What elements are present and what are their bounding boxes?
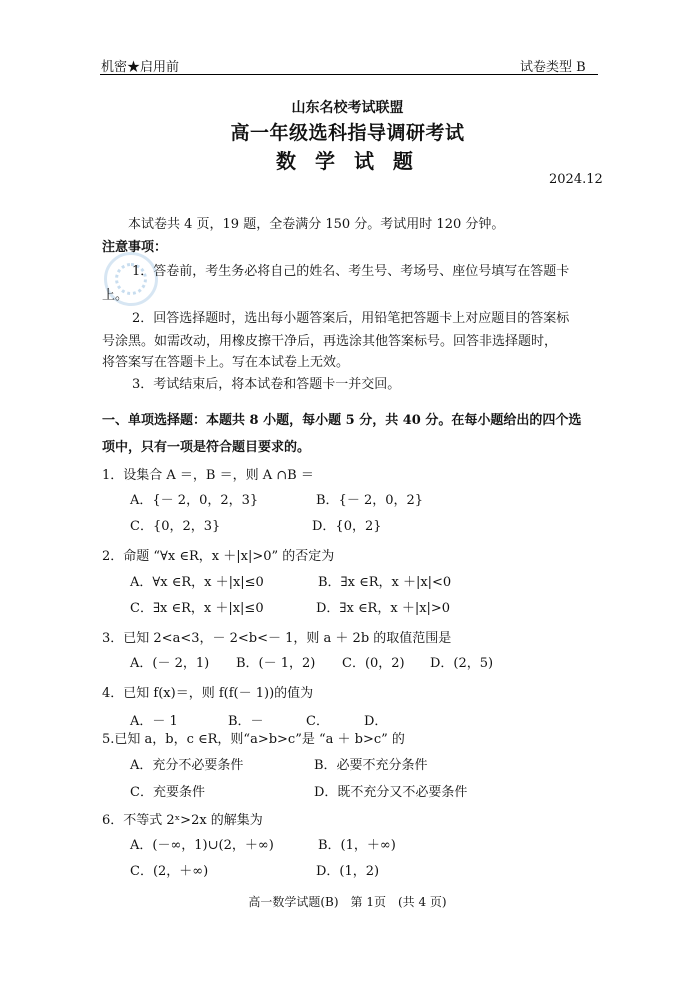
notice-item-1: 1．答卷前，考生务必将自己的姓名、考生号、考场号、座位号填写在答题卡: [132, 264, 570, 279]
question-5-option-b: B．必要不充分条件: [314, 758, 428, 773]
question-2-option-d: D．∃x ∈R，x ＋|x|>0: [316, 601, 451, 616]
question-6-option-d: D．(1，2): [316, 864, 380, 879]
question-1-option-d: D．{0，2}: [312, 519, 382, 534]
page-footer: 高一数学试题(B) 第 1页 (共 4 页): [248, 895, 447, 909]
question-5-option-a: A．充分不必要条件: [130, 758, 244, 773]
notice-item-3: 3．考试结束后，将本试卷和答题卡一并交回。: [132, 377, 401, 392]
question-1-stem: 1．设集合 A ＝，B ＝，则 A ∩B ＝: [102, 468, 314, 483]
notice-item-2-cont2: 将答案写在答题卡上。写在本试卷上无效。: [102, 355, 350, 370]
question-6-option-b: B．(1，＋∞): [318, 838, 396, 853]
question-2-stem: 2．命题 “∀x ∈R，x ＋|x|>0” 的否定为: [102, 549, 335, 564]
question-6-option-c: C．(2，＋∞): [130, 864, 209, 879]
question-6-option-a: A．(－∞，1)∪(2，＋∞): [130, 838, 274, 853]
subject-title: 数 学 试 题: [276, 149, 419, 173]
notice-item-2-cont: 号涂黑。如需改动，用橡皮擦干净后，再选涂其他答案标号。回答非选择题时，: [102, 334, 558, 349]
section-heading: 一、单项选择题：本题共 8 小题，每小题 5 分，共 40 分。在每小题给出的四个选: [102, 413, 582, 428]
question-4-option-a: A．－ 1: [130, 714, 178, 729]
question-5-option-d: D．既不充分又不必要条件: [314, 785, 468, 800]
question-1-option-a: A．{－ 2，0，2，3}: [130, 493, 259, 508]
question-3-option-b: B．(－ 1，2): [236, 656, 316, 671]
question-4-option-d: D．: [364, 714, 388, 729]
question-3-option-a: A．(－ 2，1): [130, 656, 210, 671]
notice-heading: 注意事项：: [102, 240, 168, 255]
notice-item-1-cont: 上。: [102, 288, 129, 303]
question-5-option-c: C．充要条件: [130, 785, 205, 800]
org-title: 山东名校考试联盟: [291, 100, 404, 116]
question-3-option-c: C．(0，2): [342, 656, 405, 671]
question-3-stem: 3．已知 2<a<3，－ 2<b<－ 1，则 a ＋ 2b 的取值范围是: [102, 631, 452, 646]
question-6-stem: 6．不等式 2ˣ>2x 的解集为: [102, 813, 263, 828]
question-4-option-b: B．－: [228, 714, 264, 729]
confidential-label: 机密★启用前: [101, 60, 180, 75]
question-2-option-a: A．∀x ∈R，x ＋|x|≤0: [130, 575, 264, 590]
question-4-stem: 4．已知 f(x)＝，则 f(f(－ 1))的值为: [102, 686, 314, 701]
question-1-option-b: B．{－ 2，0，2}: [316, 493, 424, 508]
question-2-option-c: C．∃x ∈R，x ＋|x|≤0: [130, 601, 264, 616]
question-1-option-c: C．{0，2，3}: [130, 519, 221, 534]
header-rule: [100, 74, 598, 75]
exam-date: 2024.12: [549, 172, 603, 187]
notice-item-2: 2．回答选择题时，选出每小题答案后，用铅笔把答题卡上对应题目的答案标: [132, 311, 570, 326]
paper-type-label: 试卷类型 B: [520, 60, 586, 75]
intro-text: 本试卷共 4 页，19 题，全卷满分 150 分。考试用时 120 分钟。: [128, 217, 505, 232]
question-2-option-b: B．∃x ∈R，x ＋|x|<0: [318, 575, 452, 590]
section-heading-cont: 项中，只有一项是符合题目要求的。: [102, 440, 311, 455]
question-5-stem: 5.已知 a，b，c ∈R，则“a>b>c”是 “a ＋ b>c” 的: [102, 732, 405, 747]
question-3-option-d: D．(2，5): [430, 656, 494, 671]
exam-title: 高一年级选科指导调研考试: [230, 122, 465, 144]
question-4-option-c: C．: [306, 714, 329, 729]
